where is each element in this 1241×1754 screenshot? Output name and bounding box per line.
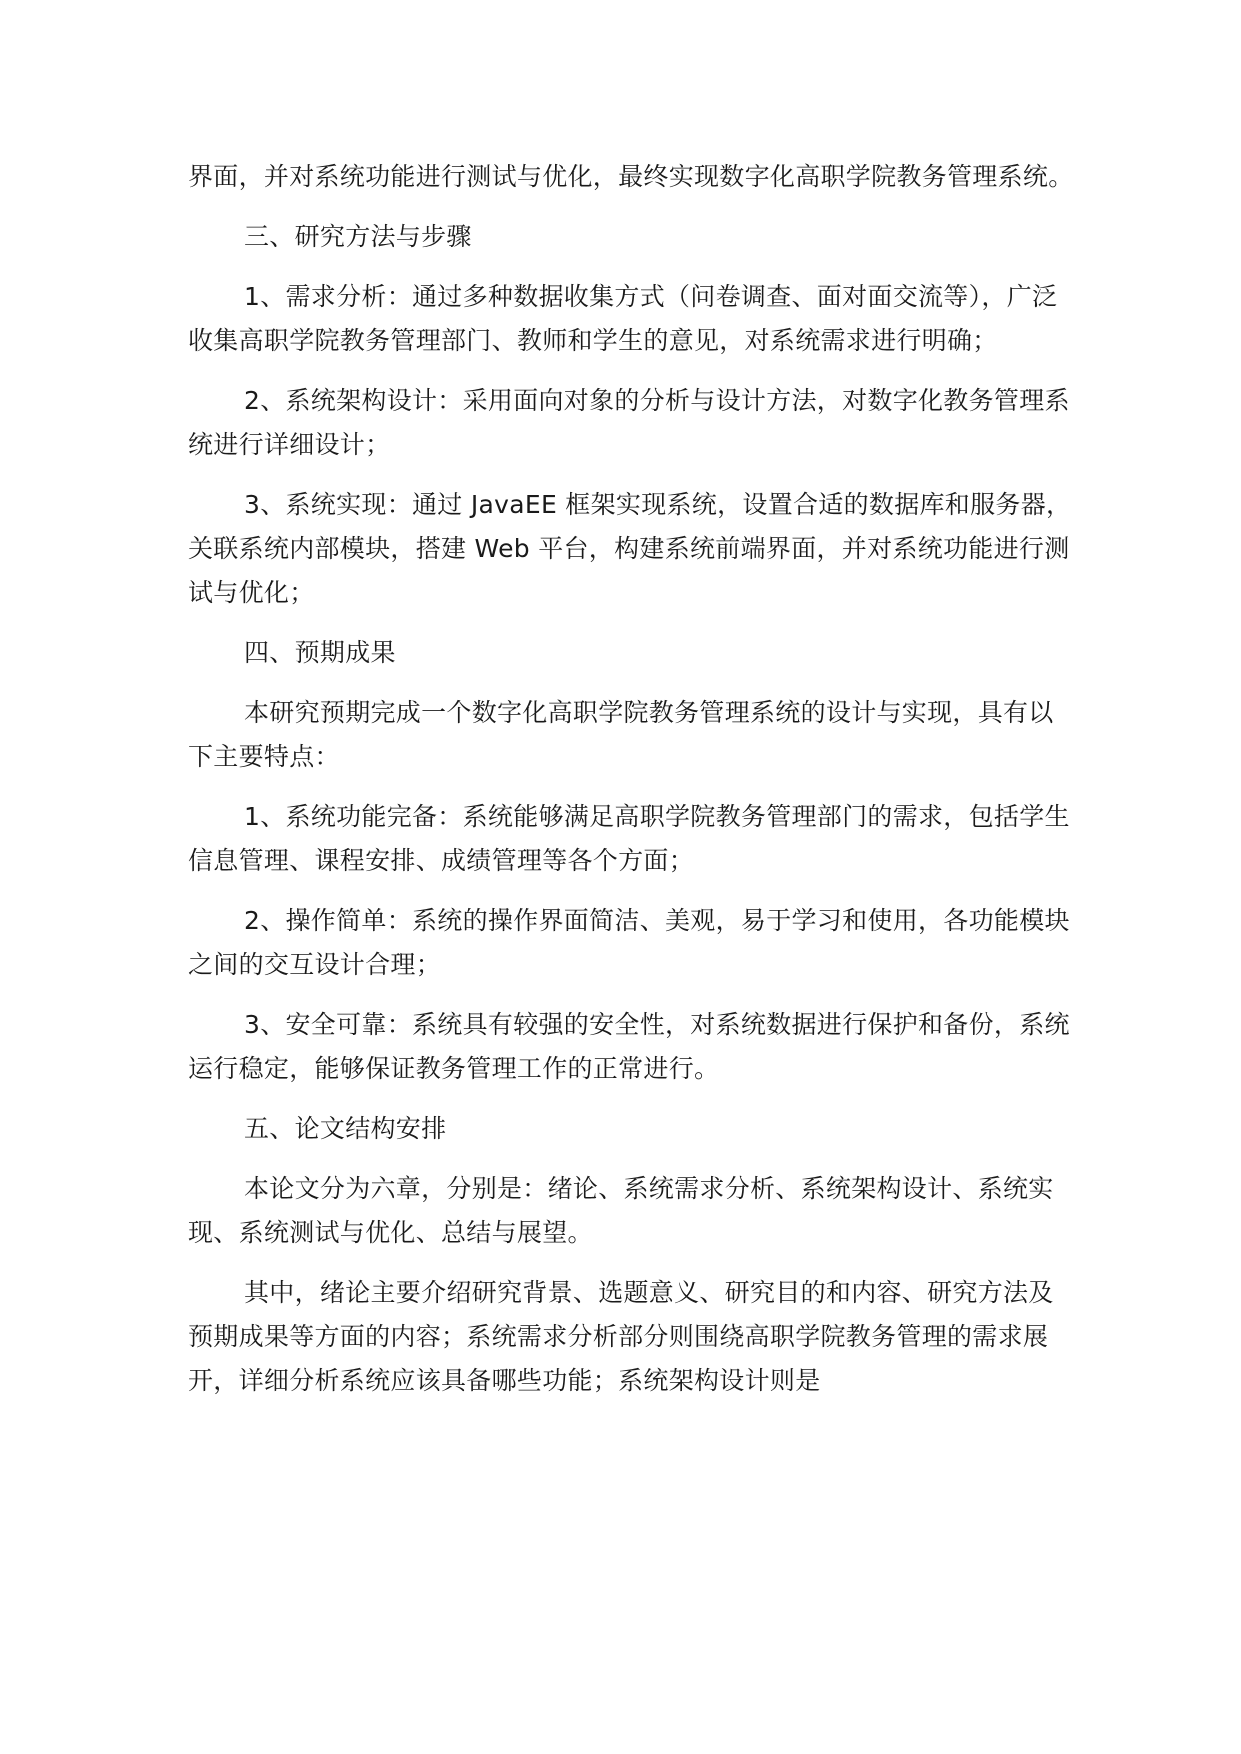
section-heading-thesis-structure: 五、论文结构安排 xyxy=(244,1114,447,1143)
paragraph-simple-operation: 2、操作简单：系统的操作界面简洁、美观，易于学习和使用，各功能模块之间的交互设计合理； xyxy=(188,906,1070,979)
section-heading-methods: 三、研究方法与步骤 xyxy=(244,222,472,251)
paragraph-feature-complete: 1、系统功能完备：系统能够满足高职学院教务管理部门的需求，包括学生信息管理、课程安排、成绩管理等各个方面； xyxy=(188,802,1070,875)
document-body xyxy=(188,155,1078,1419)
paragraph-chapter-overview: 本论文分为六章，分别是：绪论、系统需求分析、系统架构设计、系统实现、系统测试与优化、总结与展望。 xyxy=(188,1174,1054,1247)
paragraph-secure-reliable: 3、安全可靠：系统具有较强的安全性，对系统数据进行保护和备份，系统运行稳定，能够保证教务管理工作的正常进行。 xyxy=(188,1010,1070,1083)
paragraph-system-implementation: 3、系统实现：通过 JavaEE 框架实现系统，设置合适的数据库和服务器，关联系统内部模块，搭建 Web 平台，构建系统前端界面，并对系统功能进行测试与优化； xyxy=(188,490,1072,607)
paragraph-requirements-analysis: 1、需求分析：通过多种数据收集方式（问卷调查、面对面交流等），广泛收集高职学院教务管理部门、教师和学生的意见，对系统需求进行明确； xyxy=(188,282,1058,355)
section-heading-expected-results: 四、预期成果 xyxy=(244,638,396,667)
paragraph-architecture-design: 2、系统架构设计：采用面向对象的分析与设计方法，对数字化教务管理系统进行详细设计； xyxy=(188,386,1070,459)
paragraph-expected-results-intro: 本研究预期完成一个数字化高职学院教务管理系统的设计与实现，具有以下主要特点： xyxy=(188,698,1054,771)
paragraph-continuation: 界面，并对系统功能进行测试与优化，最终实现数字化高职学院教务管理系统。 xyxy=(188,162,1074,191)
paragraph-chapter-details: 其中，绪论主要介绍研究背景、选题意义、研究目的和内容、研究方法及预期成果等方面的内容；系统需求分析部分则围绕高职学院教务管理的需求展开，详细分析系统应该具备哪些功能；系统架构设计则是 xyxy=(188,1278,1054,1395)
